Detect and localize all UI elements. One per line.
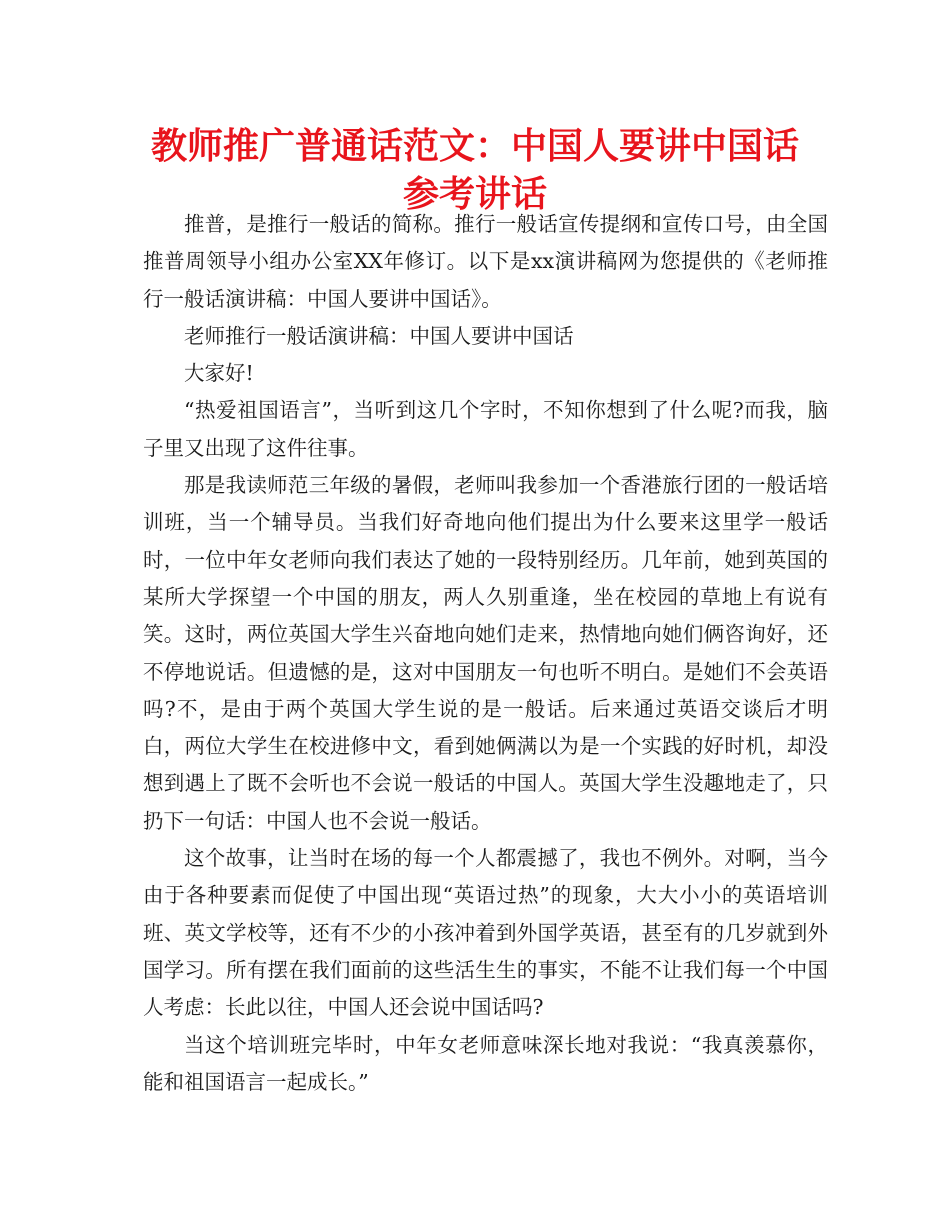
paragraph-opening: “热爱祖国语言”，当听到这几个字时，不知你想到了什么呢?而我，脑子里又出现了这件往事。 <box>143 398 828 460</box>
paragraph-closing: 当这个培训班完毕时，中年女老师意味深长地对我说：“我真羡慕你，能和祖国语言一起成长。” <box>143 1032 828 1094</box>
paragraph-speech-title: 老师推行一般话演讲稿：中国人要讲中国话 <box>184 323 574 348</box>
document-title-line-2: 参考讲话 <box>402 174 547 215</box>
paragraph-reflection: 这个故事，让当时在场的每一个人都震撼了，我也不例外。对啊，当今由于各种要素而促使了中国出现“英语过热”的现象，大大小小的英语培训班、英文学校等，还有不少的小孩冲着到外国学英语，甚至有的几岁就到外国学习。所有摆在我们面前的这些活生生的事实，不能不让我们每一个中国人考虑：长此以往，中国人还会说中国话吗? <box>143 846 828 1020</box>
paragraph-intro: 推普，是推行一般话的简称。推行一般话宣传提纲和宣传口号，由全国推普周领导小组办公室XX年修订。以下是xx演讲稿网为您提供的《老师推行一般话演讲稿：中国人要讲中国话》。 <box>143 212 828 311</box>
document-title-line-1: 教师推广普通话范文：中国人要讲中国话 <box>150 126 799 167</box>
paragraph-greeting: 大家好! <box>184 361 254 386</box>
document-body <box>143 206 828 1101</box>
paragraph-story: 那是我读师范三年级的暑假，老师叫我参加一个香港旅行团的一般话培训班，当一个辅导员。当我们好奇地向他们提出为什么要来这里学一般话时，一位中年女老师向我们表达了她的一段特别经历。几年前，她到英国的某所大学探望一个中国的朋友，两人久别重逢，坐在校园的草地上有说有笑。这时，两位英国大学生兴奋地向她们走来，热情地向她们俩咨询好，还不停地说话。但遗憾的是，这对中国朋友一句也听不明白。是她们不会英语吗?不，是由于两个英国大学生说的是一般话。后来通过英语交谈后才明白，两位大学生在校进修中文，看到她俩满以为是一个实践的好时机，却没想到遇上了既不会听也不会说一般话的中国人。英国大学生没趣地走了，只扔下一句话：中国人也不会说一般话。 <box>143 473 828 833</box>
